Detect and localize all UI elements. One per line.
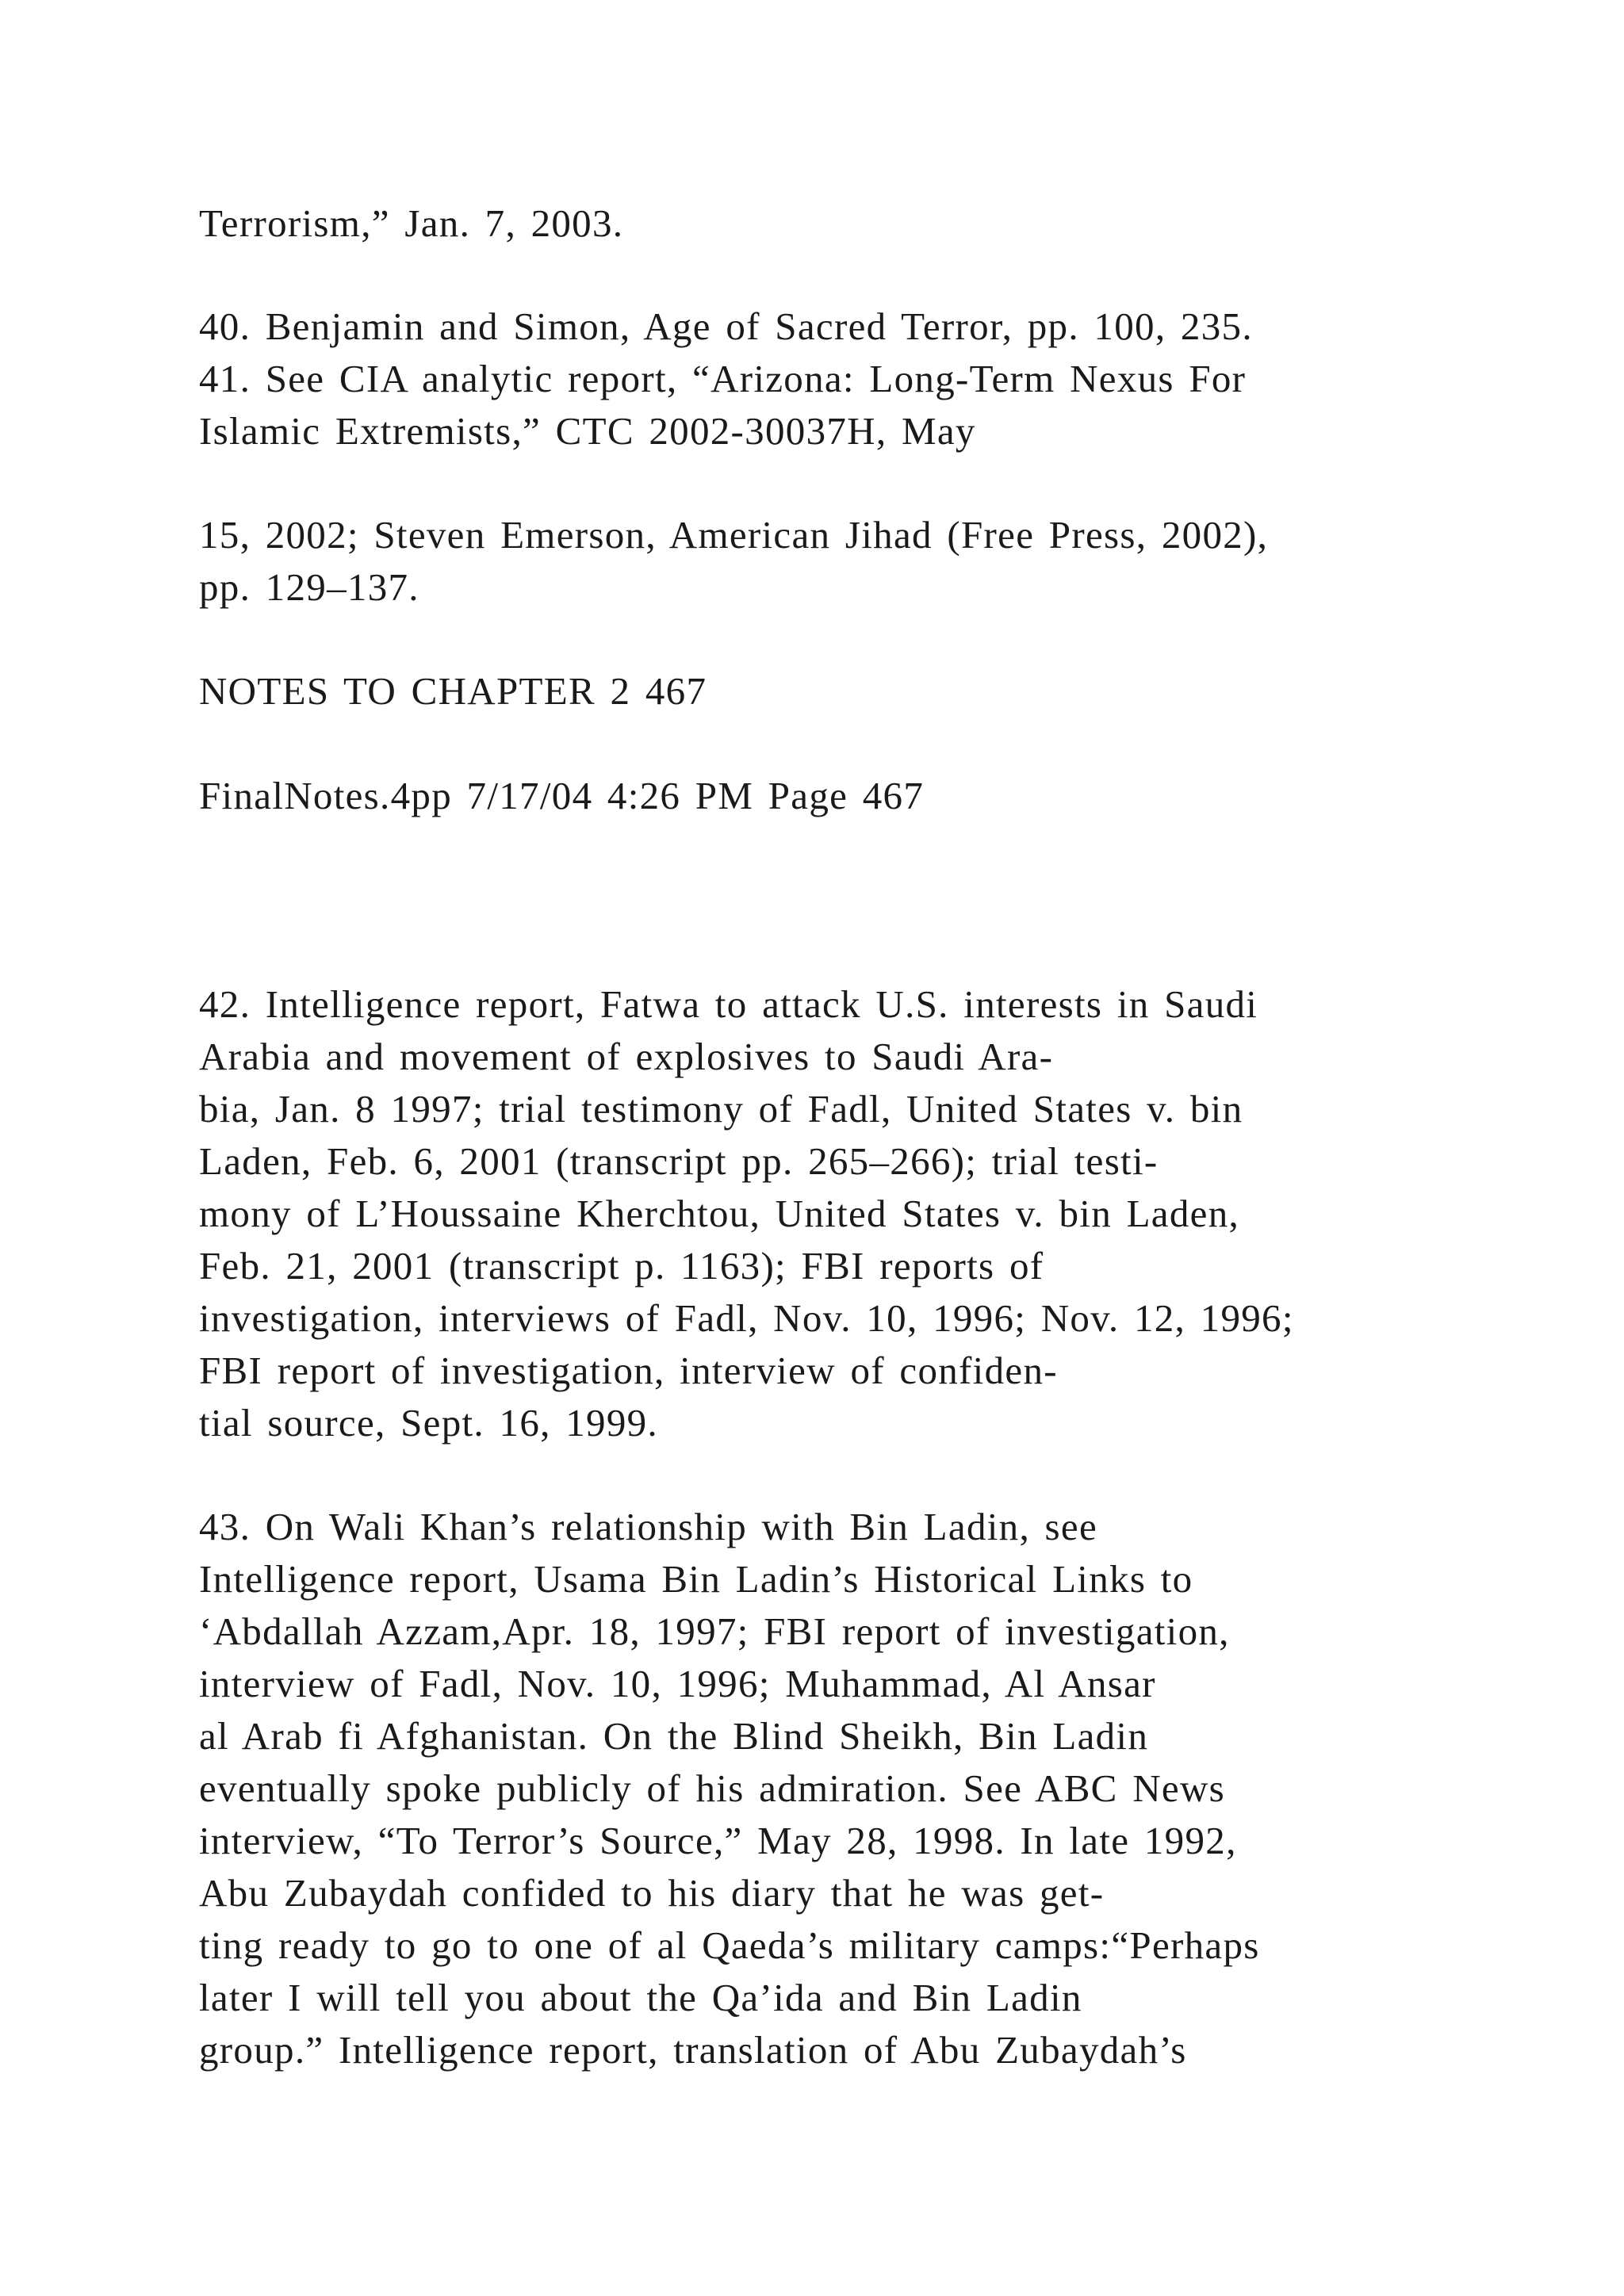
text-line: al Arab fi Afghanistan. On the Blind Sheikh, Bin Ladin — [199, 1714, 1149, 1758]
text-line: Laden, Feb. 6, 2001 (transcript pp. 265–266); trial testi- — [199, 1139, 1159, 1183]
text-line: FBI report of investigation, interview of confiden- — [199, 1349, 1058, 1392]
text-line: Intelligence report, Usama Bin Ladin’s Historical Links to — [199, 1557, 1193, 1601]
text-line: Abu Zubaydah confided to his diary that he was get- — [199, 1871, 1105, 1915]
text-line: Terrorism,” Jan. 7, 2003. — [199, 201, 624, 245]
text-line: group.” Intelligence report, translation of Abu Zubaydah’s — [199, 2028, 1187, 2072]
text-line: Feb. 21, 2001 (transcript p. 1163); FBI reports of — [199, 1244, 1044, 1288]
text-line: tial source, Sept. 16, 1999. — [199, 1401, 658, 1445]
text-line: 15, 2002; Steven Emerson, American Jihad (Free Press, 2002), — [199, 513, 1269, 557]
footnote-40: 40. Benjamin and Simon, Age of Sacred Terror, pp. 100, 235. — [199, 304, 1253, 348]
footnote-41: 41. See CIA analytic report, “Arizona: Long-Term Nexus For — [199, 357, 1247, 400]
text-line: interview of Fadl, Nov. 10, 1996; Muhammad, Al Ansar — [199, 1662, 1156, 1705]
running-footer: NOTES TO CHAPTER 2 467 — [199, 669, 707, 713]
text-line: pp. 129–137. — [199, 565, 419, 609]
text-line: ‘Abdallah Azzam,Apr. 18, 1997; FBI report of investigation, — [199, 1609, 1230, 1653]
footnote-43: 43. On Wali Khan’s relationship with Bin Ladin, see — [199, 1505, 1098, 1548]
text-line: mony of L’Houssaine Kherchtou, United States v. bin Laden, — [199, 1192, 1240, 1235]
text-line: bia, Jan. 8 1997; trial testimony of Fadl, United States v. bin — [199, 1087, 1243, 1131]
text-line: Islamic Extremists,” CTC 2002-30037H, May — [199, 409, 976, 453]
print-slug: FinalNotes.4pp 7/17/04 4:26 PM Page 467 — [199, 774, 925, 817]
text-line: later I will tell you about the Qa’ida and Bin Ladin — [199, 1976, 1082, 2019]
text-line: Arabia and movement of explosives to Saudi Ara- — [199, 1035, 1054, 1078]
text-line: eventually spoke publicly of his admiration. See ABC News — [199, 1766, 1225, 1810]
text-line: investigation, interviews of Fadl, Nov. 10, 1996; Nov. 12, 1996; — [199, 1296, 1294, 1340]
footnote-42: 42. Intelligence report, Fatwa to attack U.S. interests in Saudi — [199, 982, 1258, 1026]
text-line: ting ready to go to one of al Qaeda’s military camps:“Perhaps — [199, 1923, 1260, 1967]
text-line: interview, “To Terror’s Source,” May 28, 1998. In late 1992, — [199, 1819, 1237, 1862]
